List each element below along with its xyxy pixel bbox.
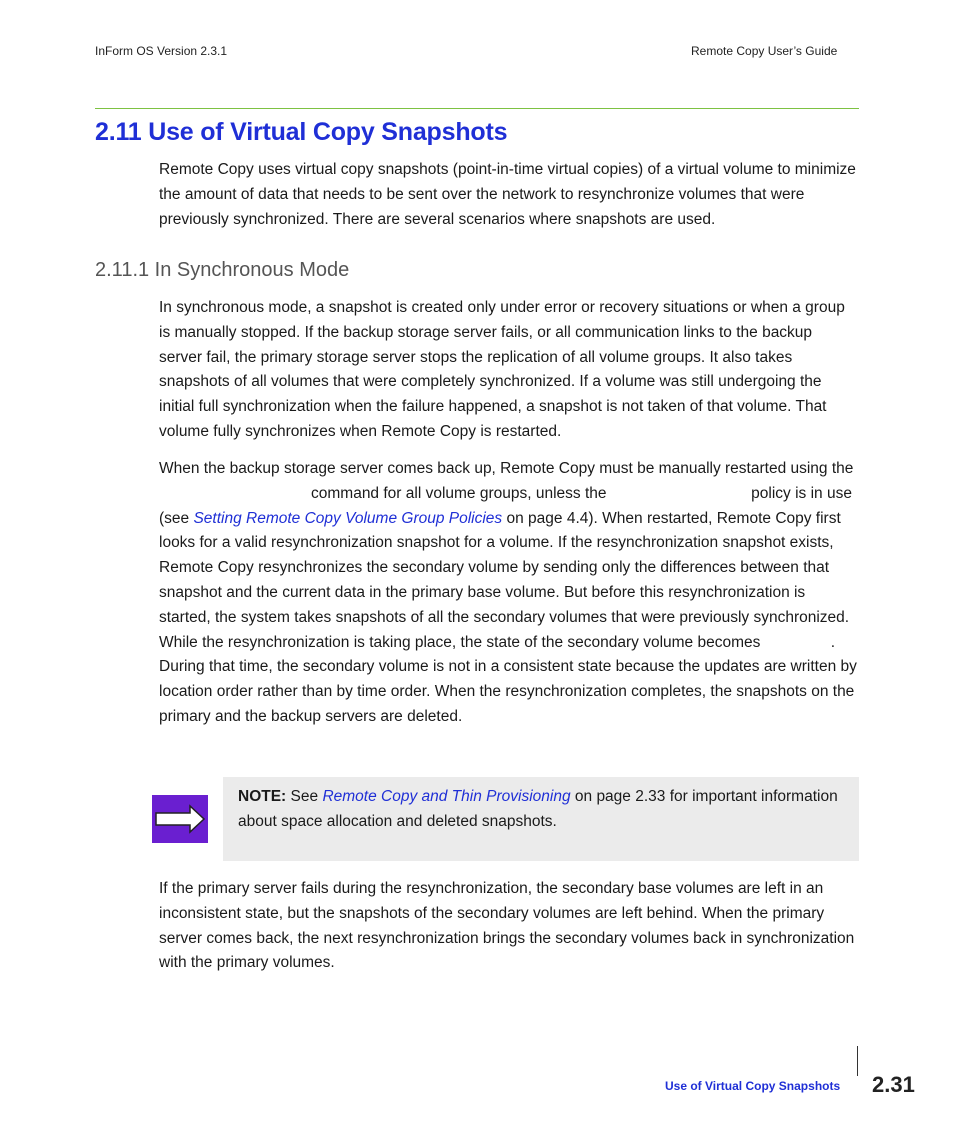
sync-mode-paragraph-1: In synchronous mode, a snapshot is created only under error or recovery situations or when a group is manually stopped. If the backup storage server fails, or all communication links to the backup server fail, the primary storage server stops the replication of all volume groups. It also takes snapshots of all volumes that were completely synchronized. If a volume was still undergoing the initial full synchronization when the failure happened, a snapshot is not taken of that volume. That volume fully synchronizes when Remote Copy is restarted. (159, 299, 845, 440)
para2-text-5: . During that time, the secondary volume is not in a consistent state because the updates are written by location order rather than by time order. When the resynchronization completes, the snapshots on the primary and the backup servers are deleted. (159, 633, 857, 725)
sync-mode-paragraph-3: If the primary server fails during the resynchronization, the secondary base volumes are left in an inconsistent state, but the snapshots of the secondary volumes are left behind. When the primary server comes back, the next resynchronization brings the secondary volumes back in synchronization with the primary volumes. (159, 880, 855, 972)
para2-text-3: policy is in use (see (159, 484, 852, 527)
footer-divider (857, 1046, 858, 1076)
page-number: 2.31 (872, 1072, 915, 1097)
xref-link-group-policies[interactable]: Setting Remote Copy Volume Group Policies (193, 509, 503, 527)
arrow-right-icon (152, 795, 208, 843)
note-text (238, 785, 848, 835)
running-header-left: InForm OS Version 2.3.1 (95, 44, 228, 58)
footer-section-title: Use of Virtual Copy Snapshots (665, 1079, 841, 1093)
note-text-post: on page 2.33 for important information about space allocation and deleted snapshots. (238, 788, 838, 830)
section-intro: Remote Copy uses virtual copy snapshots (point-in-time virtual copies) of a virtual volume to minimize the amount of data that needs to be sent over the network to resynchronize volumes that were previously synchronized. There are several scenarios where snapshots are used. (159, 161, 856, 228)
para2-text-2: command for all volume groups, unless the (311, 484, 607, 502)
subsection-title: 2.11.1 In Synchronous Mode (95, 259, 350, 281)
para2-text-1: When the backup storage server comes back up, Remote Copy must be manually restarted using the (159, 460, 854, 477)
running-header-right: Remote Copy User’s Guide (691, 44, 838, 58)
sync-mode-paragraph-2 (159, 457, 859, 730)
para2-text-4: on page 4.4). When restarted, Remote Copy first looks for a valid resynchronization snapshot for a volume. If the resynchronization snapshot exists, Remote Copy resynchronizes the secondary volume by sending only the differences between that snapshot and the current data in the primary base volume. But before this resynchronization is started, the system takes snapshots of all the secondary volumes that were previously synchronized. While the resynchronization is taking place, the state of the secondary volume becomes (159, 509, 850, 651)
section-title: 2.11 Use of Virtual Copy Snapshots (95, 118, 508, 146)
xref-link-thin-provisioning[interactable]: Remote Copy and Thin Provisioning (322, 788, 571, 805)
note-label: NOTE: (238, 788, 287, 805)
header-rule (95, 108, 859, 109)
note-text-pre: See (290, 788, 319, 805)
